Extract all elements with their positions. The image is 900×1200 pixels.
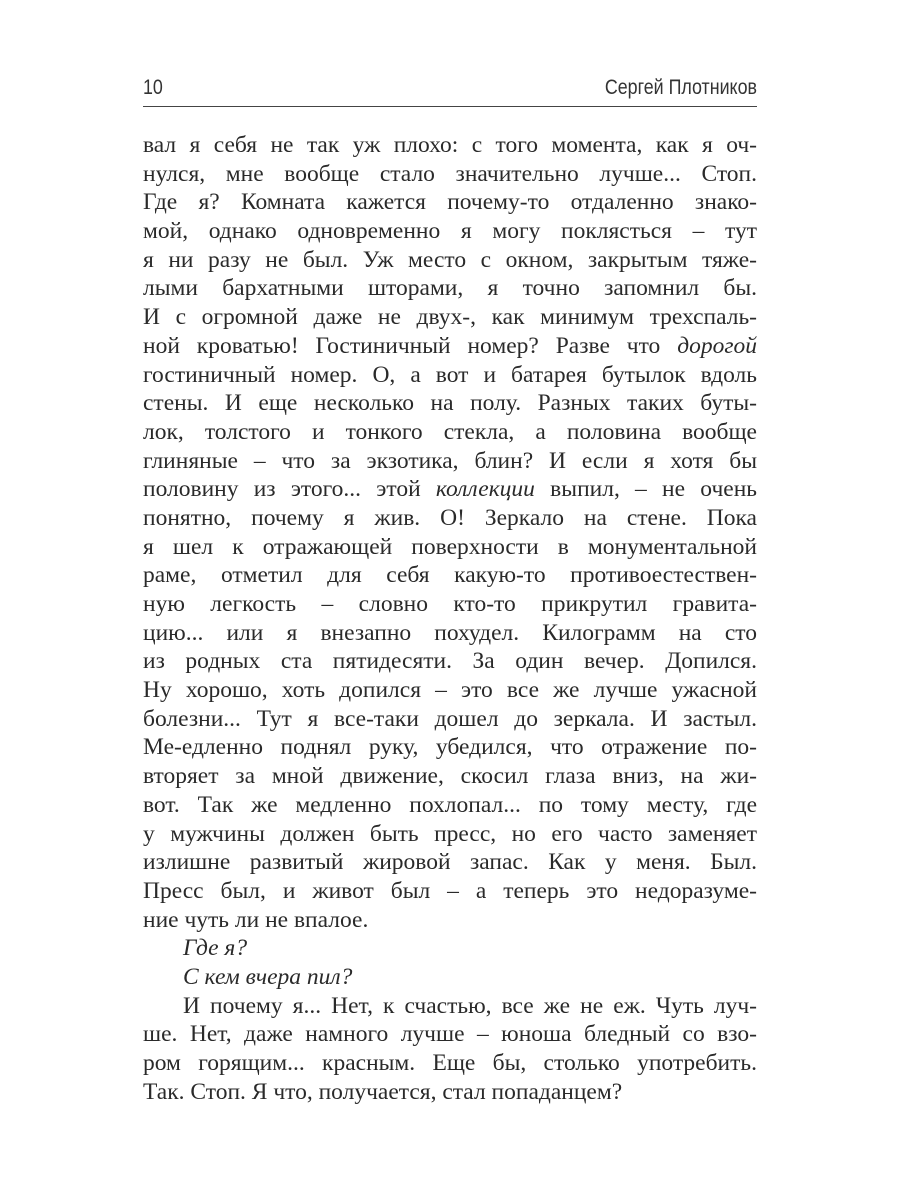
- text-segment: я шел к отражающей поверхности в монументальной: [143, 533, 757, 560]
- text-line: [143, 447, 757, 476]
- text-segment: вал я себя не так уж плохо: с того момента, как я оч-: [143, 132, 757, 158]
- text-line: [143, 1020, 757, 1049]
- text-line: [143, 934, 757, 963]
- text-line: [143, 590, 757, 619]
- text-segment: ром горящим... красным. Еще бы, столько употребить.: [143, 1050, 757, 1076]
- text-line: [143, 992, 757, 1021]
- text-segment: вот. Так же медленно похлопал... по тому месту, где: [143, 791, 757, 818]
- text-segment: у мужчины должен быть пресс, но его часто заменяет: [143, 820, 757, 847]
- text-line: [143, 303, 757, 332]
- text-line: [143, 676, 757, 705]
- italic-text: дорогой: [677, 332, 757, 359]
- text-line: [143, 217, 757, 246]
- text-segment: Ну хорошо, хоть допился – это все же лучше ужасной: [143, 677, 757, 704]
- text-segment: половину из этого... этой: [143, 476, 436, 503]
- body-text: [143, 131, 757, 1106]
- text-line: [143, 848, 757, 877]
- text-line: [143, 274, 757, 303]
- text-line: [143, 877, 757, 906]
- text-line: [143, 504, 757, 533]
- text-line: [143, 188, 757, 217]
- text-line: [143, 332, 757, 361]
- italic-text: коллекции: [435, 476, 535, 503]
- text-segment: ной кроватью! Гостиничный номер? Разве что: [143, 332, 678, 359]
- text-line: [143, 131, 757, 160]
- text-line: [143, 647, 757, 676]
- author-name: Сергей Плотников: [604, 76, 757, 99]
- text-line: [143, 762, 757, 791]
- text-segment: И с огромной даже не двух-, как минимум трехспаль-: [143, 304, 757, 331]
- text-segment: стены. И еще несколько на полу. Разных таких буты-: [143, 390, 757, 417]
- text-line: [143, 246, 757, 275]
- text-segment: И почему я... Нет, к счастью, все же не еж. Чуть луч-: [183, 992, 757, 1019]
- text-segment: глиняные – что за экзотика, блин? И если я хотя бы: [143, 447, 757, 474]
- text-line: [143, 561, 757, 590]
- text-line: [143, 1078, 757, 1107]
- text-line: [143, 963, 757, 992]
- text-segment: выпил, – не очень: [534, 476, 757, 503]
- text-line: [143, 475, 757, 504]
- text-segment: понятно, почему я жив. О! Зеркало на стене. Пока: [143, 504, 757, 531]
- text-segment: цию... или я внезапно похудел. Килограмм на сто: [143, 619, 757, 646]
- text-line: [143, 160, 757, 189]
- text-line: [143, 1049, 757, 1078]
- text-segment: мой, однако одновременно я могу поклясться – тут: [143, 218, 757, 245]
- text-line: [143, 389, 757, 418]
- text-line: [143, 361, 757, 390]
- text-segment: гостиничный номер. О, а вот и батарея бутылок вдоль: [143, 361, 757, 388]
- text-line: [143, 705, 757, 734]
- text-line: [143, 820, 757, 849]
- page-number: 10: [143, 76, 163, 99]
- text-segment: Так. Стоп. Я что, получается, стал попаданцем?: [143, 1078, 623, 1105]
- text-segment: лыми бархатными шторами, я точно запомнил бы.: [143, 275, 757, 302]
- running-header: [143, 72, 757, 106]
- text-line: [143, 619, 757, 648]
- text-line: [143, 418, 757, 447]
- text-segment: ную легкость – словно кто-то прикрутил гравита-: [143, 591, 757, 617]
- text-segment: вторяет за мной движение, скосил глаза вниз, на жи-: [143, 763, 757, 790]
- text-segment: нулся, мне вообще стало значительно лучше... Стоп.: [143, 160, 757, 187]
- text-line: [143, 906, 757, 935]
- text-segment: Где я? Комната кажется почему-то отдаленно знако-: [143, 189, 757, 216]
- text-line: [143, 533, 757, 562]
- italic-text: С кем вчера пил?: [183, 963, 353, 990]
- text-line: [143, 791, 757, 820]
- italic-text: Где я?: [183, 935, 248, 962]
- text-segment: ше. Нет, даже намного лучше – юноша бледный со взо-: [143, 1021, 757, 1048]
- header-rule: [143, 106, 757, 107]
- text-segment: из родных ста пятидесяти. За один вечер. Допился.: [143, 648, 757, 675]
- text-segment: Ме-едленно поднял руку, убедился, что отражение по-: [143, 734, 757, 761]
- text-segment: Пресс был, и живот был – а теперь это недоразуме-: [143, 877, 757, 904]
- text-segment: ние чуть ли не впалое.: [143, 906, 369, 933]
- text-line: [143, 733, 757, 762]
- text-segment: раме, отметил для себя какую-то противоестествен-: [143, 562, 757, 589]
- text-segment: лок, толстого и тонкого стекла, а половина вообще: [143, 418, 757, 445]
- text-segment: я ни разу не был. Уж место с окном, закрытым тяже-: [143, 246, 757, 273]
- text-segment: болезни... Тут я все-таки дошел до зеркала. И застыл.: [143, 705, 757, 732]
- text-segment: излишне развитый жировой запас. Как у меня. Был.: [143, 849, 757, 876]
